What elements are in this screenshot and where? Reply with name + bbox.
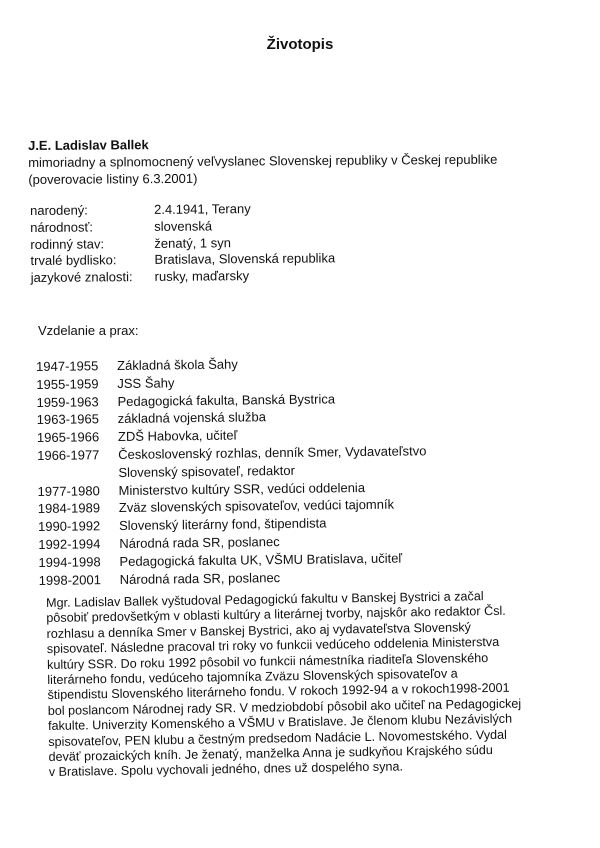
personal-label: národnosť: xyxy=(30,219,93,235)
bio-line: kultúry SSR. Do roku 1992 pôsobil vo funkcii námestníka riaditeľa Slovenského xyxy=(46,650,489,672)
bio-line: literárneho fondu, vedúceho tajomníka Zväzu Slovenských spisovateľov a xyxy=(47,666,458,688)
section-heading: Vzdelanie a prax: xyxy=(38,323,139,338)
timeline-description: Slovenský literárny fond, štipendista xyxy=(118,515,327,534)
timeline-description: Základná škola Šahy xyxy=(117,356,238,374)
bio-line: Mgr. Ladislav Ballek vyštudoval Pedagogickú fakultu v Banskej Bystrici a začal xyxy=(46,589,484,610)
person-name: J.E. Ladislav Ballek xyxy=(28,137,149,153)
timeline-description: Národná rada SR, poslanec xyxy=(119,569,281,587)
timeline-years: 1966-1977 xyxy=(37,447,100,463)
bio-line: fakulte. Univerzity Komenského a VŠMU v Bratislave. Je členom klubu Nezávislých xyxy=(47,711,513,734)
biography-paragraph xyxy=(46,588,589,781)
personal-value: 2.4.1941, Terany xyxy=(153,201,251,217)
bio-line: spisovateľ. Následne pracoval tri roky vo funkcii vedúceho oddelenia Ministerstva xyxy=(46,635,500,657)
person-position: mimoriadny a splnomocnený veľvyslanec Slovenskej republiky v Českej republike xyxy=(28,151,498,170)
career-timeline xyxy=(36,352,559,590)
timeline-description: Zväz slovenských spisovateľov, vedúci tajomník xyxy=(118,497,395,516)
timeline-description: Slovenský spisovateľ, redaktor xyxy=(118,462,295,480)
bio-line: štipendistu Slovenského literárneho fondu. V rokoch 1992-94 a v rokoch1998-2001 xyxy=(47,681,510,703)
timeline-years: 1998-2001 xyxy=(38,571,101,588)
personal-details xyxy=(30,198,571,287)
timeline-years: 1965-1966 xyxy=(36,429,100,446)
timeline-years: 1994-1998 xyxy=(38,553,101,570)
credentials-date: (poverovacie listiny 6.3.2001) xyxy=(28,170,198,187)
personal-value: slovenská xyxy=(154,218,213,234)
bio-line: rozhlasu a denníka Smer v Banskej Bystrici, ako aj vydavateľstva Slovenský xyxy=(46,620,472,641)
timeline-years: 1984-1989 xyxy=(37,500,101,517)
bio-line: v Bratislave. Spolu vychovali jedného, dnes už dospelého syna. xyxy=(48,759,404,780)
timeline-description: základná vojenská služba xyxy=(117,409,266,427)
personal-label: trvalé bydlisko: xyxy=(30,252,117,269)
timeline-description: Pedagogická fakulta, Banská Bystrica xyxy=(117,390,336,409)
timeline-years: 1963-1965 xyxy=(36,411,100,428)
timeline-description: Ministerstvo kultúry SSR, vedúci oddelenia xyxy=(118,479,366,498)
document-title: Životopis xyxy=(266,36,334,53)
bio-line: pôsobiť predovšetkým v oblasti kultúry a literárnej tvorby, najskôr ako redaktor Čsl. xyxy=(46,604,506,626)
timeline-years xyxy=(37,464,118,483)
bio-line: spisovateľov, PEN klubu a čestným predsedom Nadácie L. Novomestského. Vydal xyxy=(48,727,508,749)
personal-value: Bratislava, Slovenská republika xyxy=(154,250,336,268)
timeline-years: 1977-1980 xyxy=(37,482,100,499)
timeline-description: ZDŠ Habovka, učiteľ xyxy=(117,427,238,445)
personal-row xyxy=(31,265,571,287)
personal-label: narodený: xyxy=(30,202,88,218)
personal-value: ženatý, 1 syn xyxy=(154,234,232,251)
bio-line: deväť prozaických kníh. Je ženatý, manželka Anna je sudkyňou Krajského súdu xyxy=(48,743,493,765)
person-header xyxy=(28,134,588,188)
timeline-years: 1947-1955 xyxy=(36,358,99,374)
timeline-years: 1992-1994 xyxy=(38,536,101,552)
timeline-years: 1955-1959 xyxy=(36,376,99,392)
personal-label: jazykové znalosti: xyxy=(30,269,133,286)
timeline-years: 1959-1963 xyxy=(36,393,99,410)
bio-line: bol poslancom Národnej rady SR. V medziobdobí pôsobil ako učiteľ na Pedagogickej xyxy=(47,696,522,718)
timeline-years: 1990-1992 xyxy=(37,518,101,535)
timeline-description: Pedagogická fakulta UK, VŠMU Bratislava, učiteľ xyxy=(119,550,403,569)
timeline-description: Národná rada SR, poslanec xyxy=(119,534,280,551)
personal-value: rusky, maďarsky xyxy=(154,268,250,285)
timeline-description: Československý rozhlas, denník Smer, Vydavateľstvo xyxy=(118,443,427,462)
timeline-description: JSS Šahy xyxy=(117,375,175,391)
personal-label: rodinný stav: xyxy=(30,235,105,252)
